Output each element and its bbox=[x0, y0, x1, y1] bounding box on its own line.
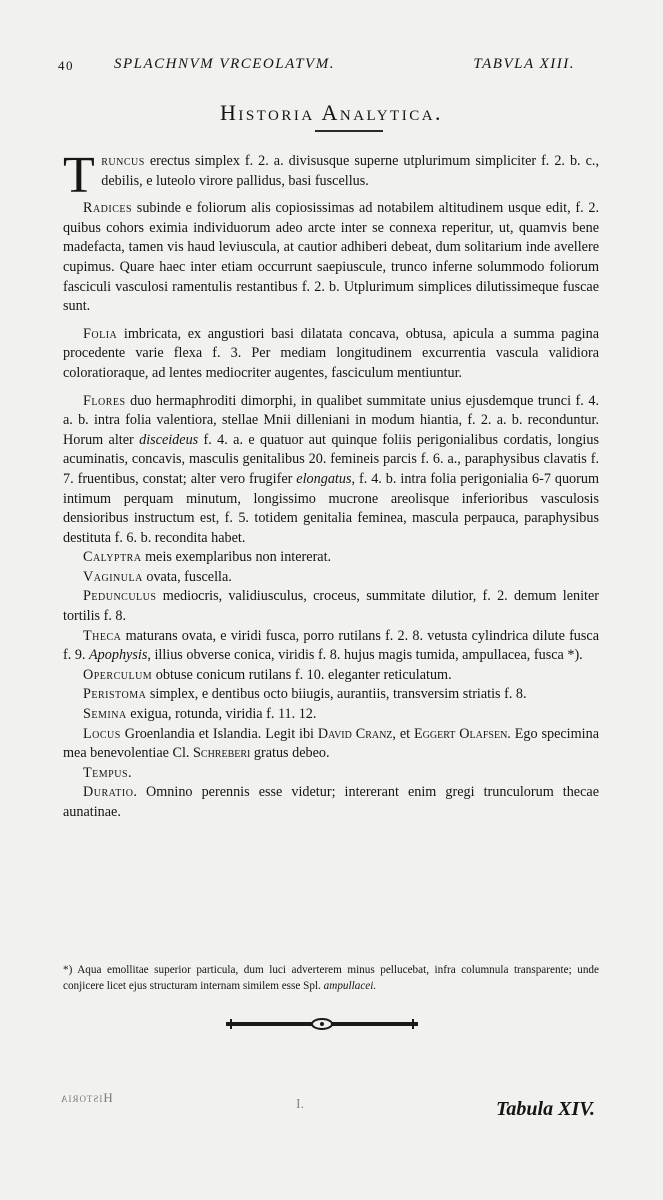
text-semina: exigua, rotunda, viridia f. 11. 12. bbox=[126, 706, 317, 723]
label-semina: Semina bbox=[83, 706, 127, 723]
text-pedunculus: mediocris, validiusculus, croceus, summitate dilutior, f. 2. demum leniter tortilis f. 8. bbox=[63, 588, 599, 625]
text-locus-2: , et bbox=[392, 725, 414, 742]
text-peristoma: simplex, e dentibus octo biiugis, aurantiis, transversim striatis f. 8. bbox=[146, 686, 527, 703]
label-truncus: Truncus bbox=[63, 147, 145, 204]
text-truncus: erectus simplex f. 2. a. divisusque superne utplurimum simpliciter f. 2. b. c., debilis, e luteolo virore pallidus, basi fuscellus. bbox=[101, 153, 599, 189]
text-flores-2: f. 4. a. e quatuor aut quinque foliis perigonialibus cordatis, longius acuminatis, concavis, masculis genitalibus 20. femineis parcis f. 6. a., paraphysibus clavatis f. 7. fruentibus, constat; alter vero frugifer bbox=[63, 431, 599, 487]
text-flores-italic-2: elongatus bbox=[296, 470, 352, 487]
paragraph-folia bbox=[63, 325, 599, 384]
running-head bbox=[58, 56, 575, 80]
show-through-mark: I. bbox=[296, 1097, 305, 1112]
text-locus-3: . Ego specimina mea benevolentiae Cl. bbox=[63, 725, 599, 762]
text-locus-1: Groenlandia et Islandia. Legit ibi bbox=[120, 725, 318, 742]
text-flores-italic-1: disceideus bbox=[139, 431, 199, 448]
label-duratio: Duratio bbox=[83, 784, 134, 801]
paragraph-peristoma bbox=[63, 685, 599, 705]
text-flores-1: duo hermaphroditi dimorphi, in qualibet summitate unius ejusdemque trunci f. 4. a. b. intra folia valentiora, stellae Mnii dilleniani in modum hiantia, f. 2. a. b. reconduntur. Horum alter bbox=[63, 392, 599, 448]
paragraph-tempus bbox=[63, 764, 599, 784]
page-number: 40 bbox=[58, 58, 74, 73]
paragraph-semina bbox=[63, 705, 599, 725]
label-tempus: Tempus bbox=[83, 764, 129, 781]
text-vaginula: ovata, fuscella. bbox=[142, 568, 232, 585]
show-through-word: Historia bbox=[60, 1090, 113, 1105]
text-theca-italic: Apophysis bbox=[89, 647, 148, 664]
paragraph-operculum bbox=[63, 666, 599, 686]
footnote-italic: ampullacei. bbox=[323, 980, 377, 992]
paragraph-theca bbox=[63, 627, 599, 666]
footnote bbox=[63, 962, 599, 994]
paragraph-calyptra bbox=[63, 548, 599, 568]
footnote-text: *) Aqua emollitae superior particula, dum luci adverterem minus pellucebat, infra columnula transparente; unde conjicere licet ejus structuram internam similem esse Spl. bbox=[63, 964, 599, 992]
paragraph-radices bbox=[63, 199, 599, 317]
label-locus: Locus bbox=[83, 725, 121, 742]
table-label: TABVLA XIII. bbox=[473, 56, 575, 72]
text-flores-3: , f. 4. b. intra folia perigonialia 6-7 quorum intimum perquam minutum, longissimo mucrone areolisque inferioribus vasculosis densioribus instructum est, f. 5. totidem genitalia feminea, mascula perpauca, paraphysibus destituta f. 6. b. recondita habet. bbox=[63, 470, 599, 546]
text-theca-1: maturans ovata, e viridi fusca, porro rutilans f. 2. 8. vetusta cylindrica dilute fusca f. 9. bbox=[63, 627, 599, 664]
catchword: Tabula XIV. bbox=[496, 1098, 595, 1120]
name-schreber: Schreberi bbox=[193, 745, 251, 762]
label-flores: Flores bbox=[83, 392, 126, 409]
label-theca: Theca bbox=[83, 627, 122, 644]
text-folia: imbricata, ex angustiori basi dilatata concava, obtusa, apicula a summa pagina procedente varie flexa f. 3. Per mediam longitudinem excurrentia vascula validiora coloratioraque, ad lentes mediocriter augentes, fasciculum mentiuntur. bbox=[63, 325, 599, 381]
label-radices: Radices bbox=[83, 200, 133, 217]
paragraph-pedunculus bbox=[63, 587, 599, 626]
text-duratio: . Omnino perennis esse videtur; intererant enim gregi trunculorum thecae aunatinae. bbox=[63, 784, 599, 820]
name-olafsen: Eggert Olafsen bbox=[413, 725, 508, 742]
text-locus-4: gratus debeo. bbox=[250, 745, 330, 762]
running-title: SPLACHNVM VRCEOLATVM. bbox=[114, 56, 335, 72]
label-folia: Folia bbox=[83, 325, 118, 342]
label-vaginula: Vaginula bbox=[83, 568, 143, 585]
text-operculum: obtuse conicum rutilans f. 10. eleganter reticulatum. bbox=[152, 666, 452, 683]
text-radices: subinde e foliorum alis copiosissimas ad notabilem altitudinem usque edit, f. 2. quibus cohors eximia individuorum adeo arcte inter se connexa reperitur, ut, quamvis bene madefacta, tamen vis haud leviuscula, at cautior adhiberi debeat, dum solitarium inde avellere cupimus. Quare haec inter etiam occurrunt saepiuscule, trunco inferne solummodo foliorum fasciculi vasculosi ramentulis restantibus f. 2. b. Utplurimum simplices dilutissimeque fuscae sunt. bbox=[63, 200, 599, 315]
text-theca-2: , illius obverse conica, viridis f. 8. hujus magis tumida, ampullacea, fusca *). bbox=[147, 647, 583, 664]
label-calyptra: Calyptra bbox=[83, 549, 142, 566]
paragraph-locus bbox=[63, 725, 599, 764]
paragraph-vaginula bbox=[63, 568, 599, 588]
name-cranz: David Cranz bbox=[317, 725, 393, 742]
paragraph-truncus bbox=[63, 147, 599, 204]
paragraph-duratio bbox=[63, 783, 599, 822]
heading-rule bbox=[315, 130, 383, 132]
label-pedunculus: Pedunculus bbox=[83, 588, 157, 605]
paragraph-flores bbox=[63, 392, 599, 549]
ornament-rule-icon bbox=[226, 1018, 418, 1030]
text-tempus: . bbox=[128, 764, 132, 781]
text-calyptra: meis exemplaribus non intererat. bbox=[141, 549, 332, 566]
label-operculum: Operculum bbox=[83, 666, 153, 683]
section-heading: Historia Analytica. bbox=[219, 100, 444, 125]
main-text bbox=[63, 147, 599, 823]
label-peristoma: Peristoma bbox=[83, 686, 147, 703]
